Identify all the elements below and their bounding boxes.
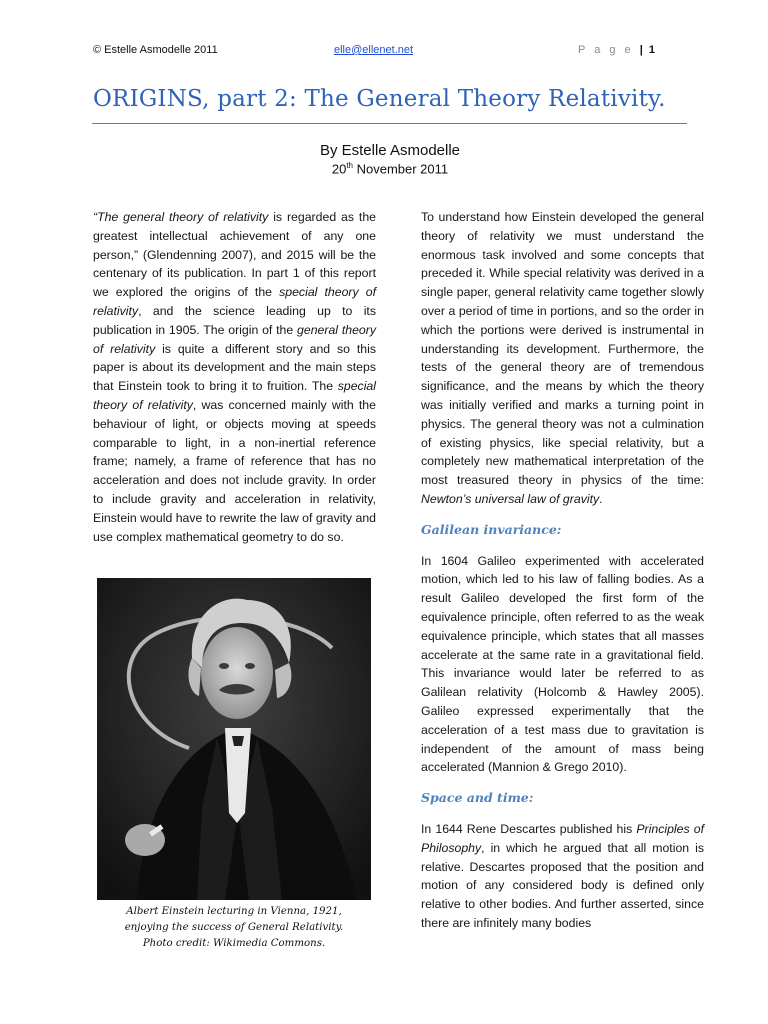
caption-line-2: enjoying the success of General Relativity. — [124, 922, 344, 933]
right-column — [421, 208, 704, 933]
caption-line-3: Photo credit: Wikimedia Commons. — [142, 938, 326, 949]
author-byline: By Estelle Asmodelle — [319, 142, 461, 159]
page-number: 1 — [648, 44, 655, 56]
document-title: ORIGINS, part 2: The General Theory Relativity. — [93, 86, 666, 112]
publication-date — [0, 161, 768, 176]
space-time-paragraph: In 1644 Rene Descartes published his Principles of Philosophy, in which he argued that all motion is relative. Descartes proposed that the position and motion of any considered body is defined only relative to other bodies. And further asserted, since there are infinitely many bodies — [421, 821, 704, 930]
date-day: 20 — [331, 161, 347, 177]
date-rest: November 2011 — [352, 161, 449, 177]
page-separator: | — [639, 44, 643, 56]
left-column — [93, 208, 376, 546]
title-underline — [92, 123, 687, 124]
header-page-indicator — [578, 44, 655, 56]
intro-paragraph: “The general theory of relativity is regarded as the greatest intellectual achievement of any one person,” (Glendenning 2007), and 2015 will be the centenary of its publication. In part 1 of this report we explored the origins of the special theory of relativity, and the science leading up to its publication in 1905. The origin of the general theory of relativity is quite a different story and so this paper is about its development and the main steps that Einstein took to bring it to fruition. The special theory of relativity, was concerned mainly with the behaviour of light, or objects moving at speeds comparable to light, in a non-inertial reference frame; namely, a frame of reference that has no acceleration and does not include gravity. In order to include gravity and acceleration in relativity, Einstein would have to rewrite the law of gravity and use complex mathematical geometry to do so. — [93, 210, 376, 544]
galilean-paragraph: In 1604 Galileo experimented with accelerated motion, which led to his law of falling bodies. As a result Galileo developed the first form of the equivalence principle, often referred to as the weak equivalence principle, which states that all masses accelerate at the same rate in a gravitational field. This invariance would later be referred to as Galilean relativity (Holcomb & Hawley 2005). Galileo expressed experimentally that the acceleration of a test mass due to gravitation is independent of the amount of mass being accelerated (Mannion & Grego 2010). — [421, 553, 704, 775]
header-copyright: © Estelle Asmodelle 2011 — [93, 44, 218, 56]
section-heading-galilean: Galilean invariance: — [421, 521, 562, 537]
page-label: P a g e — [578, 44, 634, 56]
overview-paragraph: To understand how Einstein developed the general theory of relativity we must understand the enormous task involved and some concepts that preceded it. While special relativity was derived in a single paper, general relativity came together slowly over a period of time in portions, and so the order in which the portions were derived is instrumental in understanding its development. Furthermore, the tests of the general theory are of tremendous significance, and the means by which the theory was initially verified and marks a turning point in physics. The general theory was not a culmination of existing physics, like special relativity, but a completely new mathematical interpretation of the most treasured theory in physics of the time: Newton’s universal law of gravity. — [421, 210, 704, 506]
header-email-link[interactable]: elle@ellenet.net — [334, 44, 414, 56]
einstein-photo — [97, 578, 371, 900]
photo-caption — [97, 904, 371, 952]
date-suffix: th — [346, 161, 353, 170]
caption-line-1: Albert Einstein lecturing in Vienna, 1921, — [126, 906, 342, 917]
section-heading-space-time: Space and time: — [421, 790, 534, 806]
